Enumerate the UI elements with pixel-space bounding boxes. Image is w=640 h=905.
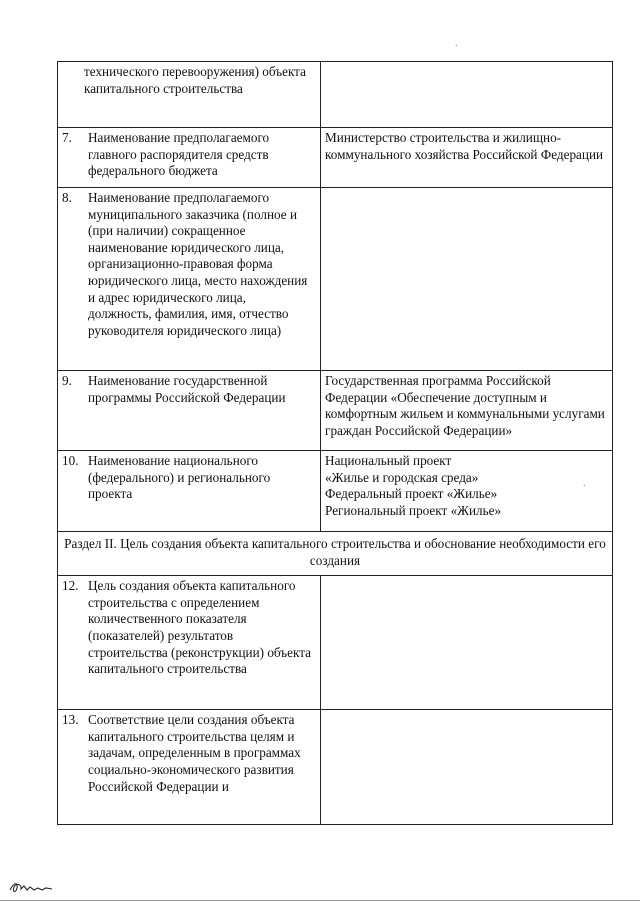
row-number: 9. <box>62 373 72 388</box>
scan-dot: . <box>583 478 586 489</box>
row-number: 13. <box>62 712 79 728</box>
passport-table <box>57 61 613 825</box>
table-row <box>58 128 613 188</box>
row-label: Наименование государственной программы Российской Федерации <box>88 373 286 405</box>
table-row <box>58 371 613 451</box>
row-label-cell <box>58 128 321 188</box>
row-value-cell <box>321 62 613 128</box>
section-heading-row <box>58 532 613 576</box>
section-heading: Раздел II. Цель создания объекта капитального строительства и обоснование необходимости его создания <box>58 532 613 576</box>
row-value-cell <box>321 128 613 188</box>
row-value-cell <box>321 576 613 710</box>
value-line: «Жилье и городская среда» <box>325 469 479 485</box>
row-label: Цель создания объекта капитального строительства с определением количественного показателя (показателей) результатов строительства (реконструкции) объекта капитального строительства <box>88 578 311 677</box>
scan-dot: . <box>455 38 458 49</box>
row-label-cell <box>58 371 321 451</box>
row-value-cell <box>321 188 613 371</box>
row-label-cell <box>58 62 321 128</box>
table-row <box>58 188 613 371</box>
row-number: 7. <box>62 130 72 145</box>
row-number: 12. <box>62 578 79 594</box>
value-line: Федеральный проект «Жилье» <box>325 486 498 502</box>
row-value: Министерство строительства и жилищно-коммунального хозяйства Российской Федерации <box>325 130 604 162</box>
value-line: Региональный проект «Жилье» <box>325 502 502 518</box>
row-label-cell <box>58 710 321 825</box>
table-row <box>58 576 613 710</box>
scan-edge-line <box>0 900 640 901</box>
row-number: 8. <box>62 190 72 205</box>
table-row <box>58 710 613 825</box>
row-label: Наименование предполагаемого муниципального заказчика (полное и (при наличии) сокращенное наименование юридического лица, организационно-правовая форма юридического лица, место нахождения и адрес юридического лица, должность, фамилия, имя, отчество руководителя юридического лица) <box>88 190 308 338</box>
row-label-cell <box>58 576 321 710</box>
row-label-cell <box>58 451 321 532</box>
row-value-cell <box>321 710 613 825</box>
signature-mark <box>8 878 54 896</box>
row-value-cell <box>321 371 613 451</box>
row-label: Соответствие цели создания объекта капитального строительства целям и задачам, определенным в программах социально-экономического развития Российской Федерации и <box>88 712 301 794</box>
table-row <box>58 62 613 128</box>
row-label: Наименование национального (федерального) и регионального проекта <box>88 453 271 502</box>
row-label-cell <box>58 188 321 371</box>
row-number: 10. <box>62 453 79 468</box>
row-value: Государственная программа Российской Федерации «Обеспечение доступным и комфортным жильем и коммунальными услугами граждан Российской Федерации» <box>325 373 605 438</box>
row-label: технического перевооружения) объекта капитального строительства <box>84 64 306 96</box>
row-value-cell <box>321 451 613 532</box>
table-row <box>58 451 613 532</box>
value-line: Национальный проект <box>325 453 452 468</box>
row-label: Наименование предполагаемого главного распорядителя средств федерального бюджета <box>88 130 270 179</box>
